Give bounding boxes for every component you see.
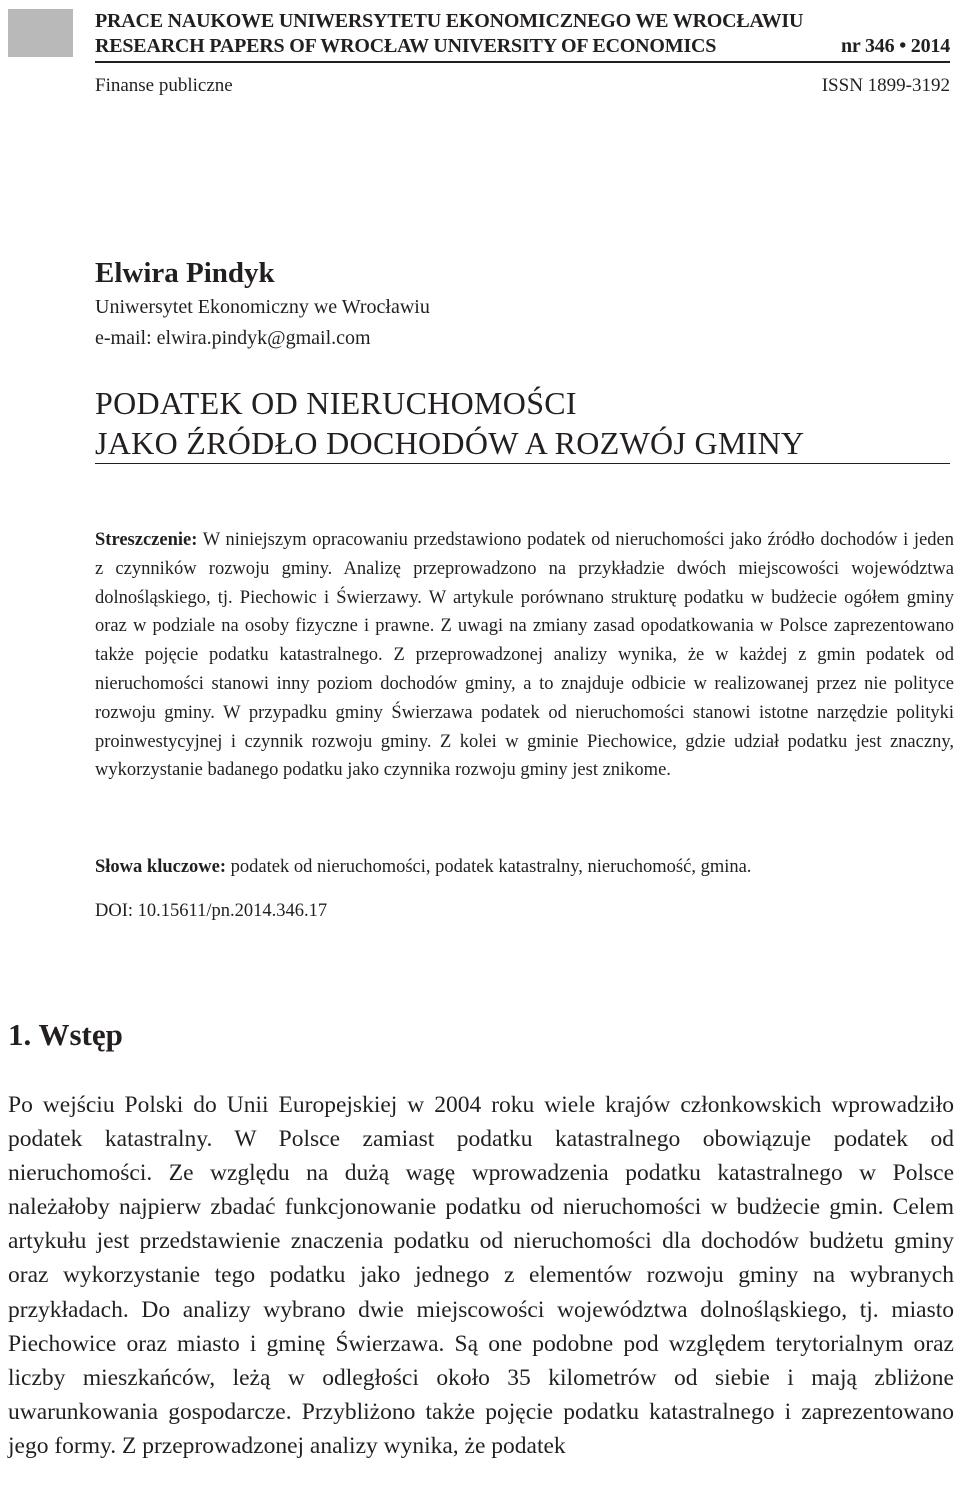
- abstract: [95, 526, 954, 785]
- section-body-text: Po wejściu Polski do Unii Europejskiej w 2004 roku wiele krajów członkowskich wprowadziło podatek katastralny. W Polsce zamiast podatku katastralnego obowiązuje podatek od nieruchomości. Ze względu na dużą wagę wprowadzenia podatku katastralnego w Polsce należałoby najpierw zbadać funkcjonowanie podatku od nieruchomości w budżecie gmin. Celem artykułu jest przedstawienie znaczenia podatku od nieruchomości dla dochodów budżetu gminy oraz wykorzystanie tego podatku jako jednego z elementów rozwoju gminy na wybranych przykładach. Do analizy wybrano dwie miejscowości województwa dolnośląskiego, tj. miasto Piechowice oraz miasto i gminę Świerzawa. Są one podobne pod względem terytorialnym oraz liczby mieszkańców, leżą w odległości około 35 kilometrów od siebie i mają zbliżone uwarunkowania gospodarcze. Przybliżono także pojęcie podatku katastralnego i zaprezentowano jego formy. Z przeprowadzonej analizy wynika, że podatek: [8, 1092, 954, 1459]
- author-affiliation: Uniwersytet Ekonomiczny we Wrocławiu: [95, 296, 430, 318]
- author-email: e-mail: elwira.pindyk@gmail.com: [95, 327, 371, 349]
- journal-title-polish: PRACE NAUKOWE UNIWERSYTETU EKONOMICZNEGO WE WROCŁAWIU: [95, 10, 804, 32]
- header-rule: [95, 61, 950, 63]
- paper-title: [95, 383, 950, 463]
- journal-meta-row: [95, 74, 950, 98]
- journal-issue: nr 346 • 2014: [840, 35, 950, 57]
- journal-title-english: RESEARCH PAPERS OF WROCŁAW UNIVERSITY OF ECONOMICS: [95, 35, 717, 57]
- journal-issn: ISSN 1899-3192: [821, 75, 950, 96]
- paper-title-line-1: PODATEK OD NIERUCHOMOŚCI: [95, 385, 577, 421]
- abstract-text: W niniejszym opracowaniu przedstawiono podatek od nieruchomości jako źródło dochodów i jeden z czynników rozwoju gminy. Analizę przeprowadzono na przykładzie dwóch miejscowości województwa dolnośląskiego, tj. Piechowic i Świerzawy. W artykule porównano strukturę podatku w budżecie ogółem gminy oraz w podziale na osoby fizyczne i prawne. Z uwagi na zmiany zasad opodatkowania w Polsce zaprezentowano także pojęcie podatku katastralnego. Z przeprowadzonej analizy wynika, że w każdej z gmin podatek od nieruchomości stanowi inny poziom dochodów gminy, a to znajduje odbicie w realizowanej przez nie polityce rozwoju gminy. W przypadku gminy Świerzawa podatek od nieruchomości stanowi istotne narzędzie polityki proinwestycyjnej i czynnik rozwoju gminy. Z kolei w gminie Piechowice, gdzie udział podatku jest znaczny, wykorzystanie badanego podatku jako czynnika rozwoju gminy jest znikome.: [95, 530, 954, 781]
- abstract-label: Streszczenie:: [95, 530, 198, 550]
- journal-title-english-row: [95, 34, 950, 58]
- keywords-label: Słowa kluczowe:: [95, 857, 227, 877]
- author-name: Elwira Pindyk: [95, 257, 275, 289]
- journal-series: Finanse publiczne: [95, 75, 233, 96]
- header-grey-block: [8, 9, 73, 57]
- title-rule: [95, 463, 950, 464]
- paper-title-line-2: JAKO ŹRÓDŁO DOCHODÓW A ROZWÓJ GMINY: [95, 425, 805, 461]
- keywords: [95, 853, 950, 881]
- keywords-text: podatek od nieruchomości, podatek katastralny, nieruchomość, gmina.: [230, 857, 752, 877]
- section-heading: 1. Wstęp: [8, 1017, 123, 1052]
- doi: DOI: 10.15611/pn.2014.346.17: [95, 901, 328, 921]
